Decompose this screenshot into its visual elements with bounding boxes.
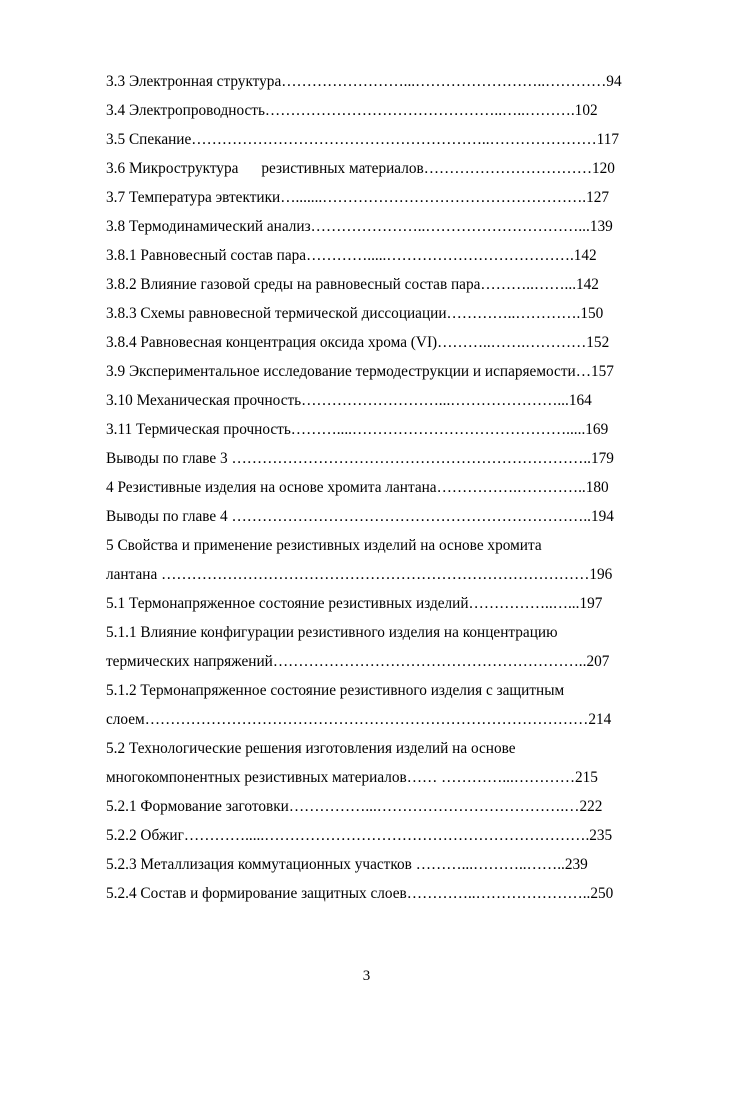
toc-entry-3-8-3: 3.8.3 Схемы равновесной термической диссоциации…………..………….150 — [106, 305, 604, 322]
toc-entry-5-2-line-2: многокомпонентных резистивных материалов…… …………...…………215 — [106, 769, 598, 786]
toc-entry-5-2-2: 5.2.2 Обжиг………….....……………………………………………………….235 — [106, 827, 613, 844]
toc-entry-3-9: 3.9 Экспериментальное исследование термодеструкции и испаряемости…157 — [106, 363, 614, 380]
toc-entry-3-11: 3.11 Термическая прочность………....…………………………………….....169 — [106, 421, 609, 438]
toc-entry-conclusions-3: Выводы по главе 3 ……………………………………………………………..179 — [106, 450, 614, 467]
toc-entry-5-line-2: лантана …………………………………………………………………………196 — [106, 566, 613, 583]
toc-entry-5-2-4: 5.2.4 Состав и формирование защитных слоев…………..…………………..250 — [106, 885, 614, 902]
toc-entry-3-10: 3.10 Механическая прочность………………………...…………………...164 — [106, 392, 592, 409]
toc-entry-5-2-1: 5.2.1 Формование заготовки……………...……………………………….…222 — [106, 798, 603, 815]
toc-entry-3-8-1: 3.8.1 Равновесный состав пара………….....……………………………….142 — [106, 247, 597, 264]
toc-entry-3-6: 3.6 Микроструктура резистивных материалов……………………………120 — [106, 160, 615, 177]
table-of-contents — [106, 67, 666, 908]
toc-entry-3-3: 3.3 Электронная структура……………………...……………………..…………94 — [106, 73, 622, 90]
toc-entry-5-1-2-line-1: 5.1.2 Термонапряженное состояние резистивного изделия с защитным — [106, 682, 565, 699]
toc-entry-5-1-2-line-2: слоем……………………………………………………………………………214 — [106, 711, 612, 728]
toc-entry-5-2-line-1: 5.2 Технологические решения изготовления изделий на основе — [106, 740, 516, 757]
toc-entry-5-1-1-line-2: термических напряжений……………………………………………………..207 — [106, 653, 610, 670]
toc-entry-3-5: 3.5 Спекание…………………………………………………..…………………117 — [106, 131, 620, 148]
page-number: 3 — [362, 968, 371, 984]
toc-entry-3-8: 3.8 Термодинамический анализ…………………..…………………………...139 — [106, 218, 613, 235]
toc-entry-3-4: 3.4 Электропроводность………………………………………..…..……….102 — [106, 102, 598, 119]
toc-entry-5-1: 5.1 Термонапряженное состояние резистивных изделий……………..…...197 — [106, 595, 603, 612]
toc-entry-3-8-4: 3.8.4 Равновесная концентрация оксида хрома (VI)………..…….…………152 — [106, 334, 610, 351]
toc-entry-5-2-3: 5.2.3 Металлизация коммутационных участков ………...………..……..239 — [106, 856, 588, 873]
toc-entry-3-7: 3.7 Температура эвтектики….......…………………………………………….127 — [106, 189, 610, 206]
toc-entry-5-line-1: 5 Свойства и применение резистивных изделий на основе хромита — [106, 537, 542, 554]
toc-entry-5-1-1-line-1: 5.1.1 Влияние конфигурации резистивного изделия на концентрацию — [106, 624, 558, 641]
toc-entry-3-8-2: 3.8.2 Влияние газовой среды на равновесный состав пара………..……...142 — [106, 276, 599, 293]
toc-entry-conclusions-4: Выводы по главе 4 ……………………………………………………………..194 — [106, 508, 614, 525]
toc-entry-4: 4 Резистивные изделия на основе хромита лантана…………….…………..180 — [106, 479, 609, 496]
